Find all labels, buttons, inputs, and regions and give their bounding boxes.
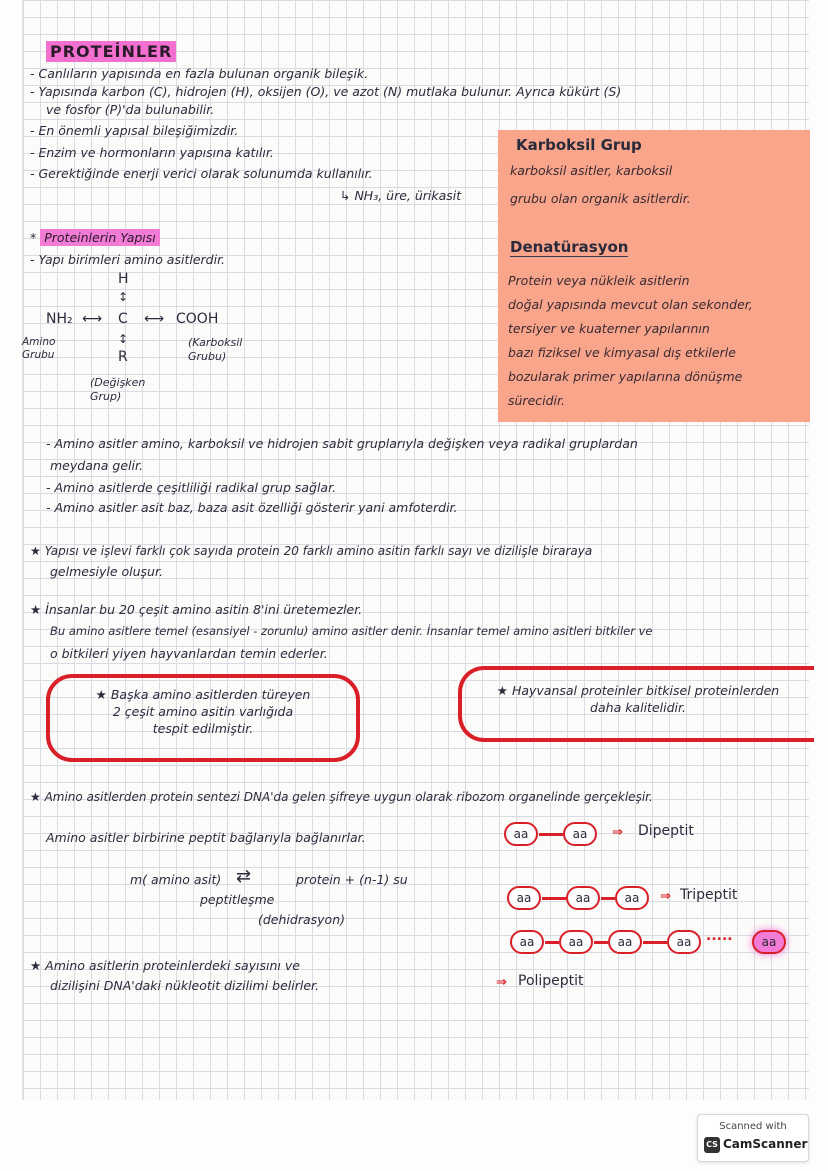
denat-line-5: bozularak primer yapılarına dönüşme: [508, 369, 743, 384]
arrow-right: ⟷: [144, 311, 165, 327]
reaction-right: protein + (n-1) su: [296, 872, 408, 887]
peptide-bond: [539, 833, 563, 836]
star1-line-1: ★ Yapısı ve işlevi farklı çok sayıda protein 20 farklı amino asitin farklı sayı ve dizilişle biraraya: [30, 544, 593, 558]
intro-line-2: - Yapısında karbon (C), hidrojen (H), oksijen (O), ve azot (N) mutlaka bulunur. Ayrıca kükürt (S): [30, 84, 622, 99]
reaction-arrow-icon: ⇄: [236, 866, 252, 887]
camscanner-name: CamScanner: [723, 1137, 808, 1151]
denat-line-6: sürecidir.: [508, 393, 565, 408]
amino-group: NH₂: [46, 311, 73, 327]
last-note-1: ★ Amino asitlerin proteinlerdeki sayısını ve: [30, 958, 300, 973]
intro-line-6: - Gerektiğinde enerji verici olarak solunumda kullanılır.: [30, 166, 373, 181]
amino-acid-node: aa: [559, 930, 593, 954]
bond-bottom: ↕: [118, 332, 129, 346]
amino-acid-node: aa: [563, 822, 597, 846]
star1-line-2: gelmesiyle oluşur.: [50, 564, 163, 579]
intro-line-5: - Enzim ve hormonların yapısına katılır.: [30, 145, 274, 160]
amino-acid-node: aa: [510, 930, 544, 954]
arrow-icon: ⇒: [660, 889, 671, 904]
red-box-left: [46, 674, 360, 762]
peptide-line: Amino asitler birbirine peptit bağlarıyla bağlanırlar.: [46, 830, 366, 845]
amino-acid-node: aa: [667, 930, 701, 954]
atom-h: H: [118, 271, 129, 287]
intro-line-1: - Canlıların yapısında en fazla bulunan organik bileşik.: [30, 66, 369, 81]
chain-dots: .....: [706, 928, 733, 944]
polypeptide-label: Polipeptit: [518, 973, 584, 989]
definition-box: [498, 130, 810, 422]
red-box-right-2: daha kalitelidir.: [590, 700, 686, 715]
amino-acid-node: aa: [608, 930, 642, 954]
denaturation-title: Denatürasyon: [510, 238, 629, 256]
intro-line-7: ↳ NH₃, üre, ürikasit: [340, 188, 462, 203]
denat-line-2: doğal yapısında mevcut olan sekonder,: [508, 297, 753, 312]
camscanner-logo-icon: CS: [704, 1137, 720, 1153]
carboxyl-title: Karboksil Grup: [516, 136, 642, 154]
dipeptide-label: Dipeptit: [638, 823, 694, 839]
intro-line-4: - En önemli yapısal bileşiğimizdir.: [30, 123, 239, 138]
last-note-2: dizilişini DNA'daki nükleotit dizilimi belirler.: [50, 978, 319, 993]
amino-acid-node: aa: [507, 886, 541, 910]
amino-acid-node: aa: [752, 930, 786, 954]
peptide-bond: [545, 941, 559, 944]
red-box-right-1: ★ Hayvansal proteinler bitkisel proteinlerden: [496, 683, 780, 698]
star2-line-2: Bu amino asitlere temel (esansiyel - zorunlu) amino asitler denir. İnsanlar temel amino asitleri bitkiler ve: [50, 624, 653, 638]
reaction-below-2: (dehidrasyon): [258, 912, 345, 927]
amino-note-3: - Amino asitlerde çeşitliliği radikal grup sağlar.: [46, 480, 337, 495]
page-title: PROTEİNLER: [46, 42, 176, 61]
arrow-icon: ⇒: [496, 975, 507, 990]
amino-label: Amino Grubu: [22, 336, 56, 361]
red-box-right: [458, 666, 814, 742]
reaction-below-1: peptitleşme: [200, 892, 275, 907]
peptide-bond: [542, 897, 566, 900]
carboxyl-label: (Karboksil Grubu): [188, 336, 243, 363]
star2-line-1: ★ İnsanlar bu 20 çeşit amino asitin 8'ini üretemezler.: [30, 602, 363, 617]
tripeptide-label: Tripeptit: [680, 887, 738, 903]
amino-note-1: - Amino asitler amino, karboksil ve hidrojen sabit gruplarıyla değişken veya radikal gruplardan: [46, 436, 638, 451]
red-box-left-1: ★ Başka amino asitlerden türeyen: [95, 687, 311, 702]
arrow-left: ⟷: [82, 311, 103, 327]
peptide-bond: [601, 897, 615, 900]
intro-line-3: ve fosfor (P)'da bulunabilir.: [46, 102, 215, 117]
atom-r: R: [118, 349, 128, 365]
peptide-bond: [643, 941, 667, 944]
amino-acid-node: aa: [504, 822, 538, 846]
atom-c: C: [118, 311, 128, 327]
arrow-icon: ⇒: [612, 825, 623, 840]
amino-note-4: - Amino asitler asit baz, baza asit özelliği gösterir yani amfoterdir.: [46, 500, 458, 515]
peptide-bond: [594, 941, 608, 944]
denat-line-3: tersiyer ve kuaterner yapılarının: [508, 321, 710, 336]
amino-acid-node: aa: [615, 886, 649, 910]
red-box-left-3: tespit edilmiştir.: [152, 721, 254, 736]
carboxyl-line-1: karboksil asitler, karboksil: [510, 163, 673, 178]
synthesis-line: ★ Amino asitlerden protein sentezi DNA'da gelen şifreye uygun olarak ribozom organelinde gerçekleşir.: [30, 790, 653, 804]
red-box-left-2: 2 çeşit amino asitin varlığıda: [112, 704, 294, 719]
denat-line-1: Protein veya nükleik asitlerin: [508, 273, 690, 288]
amino-acid-node: aa: [566, 886, 600, 910]
structure-line: - Yapı birimleri amino asitlerdir.: [30, 252, 226, 267]
amino-note-2: meydana gelir.: [50, 458, 143, 473]
structure-heading: * Proteinlerin Yapısı: [30, 230, 160, 245]
carboxyl-group: COOH: [176, 311, 219, 327]
denat-line-4: bazı fiziksel ve kimyasal dış etkilerle: [508, 345, 736, 360]
scanned-with-text: Scanned with: [719, 1121, 787, 1132]
reaction-left: m( amino asit): [130, 872, 222, 887]
bond-top: ↕: [118, 290, 129, 304]
camscanner-badge: [697, 1114, 809, 1162]
carboxyl-line-2: grubu olan organik asitlerdir.: [510, 191, 691, 206]
variable-label: (Değişken Grup): [90, 376, 146, 403]
star2-line-3: o bitkileri yiyen hayvanlardan temin ederler.: [50, 646, 328, 661]
